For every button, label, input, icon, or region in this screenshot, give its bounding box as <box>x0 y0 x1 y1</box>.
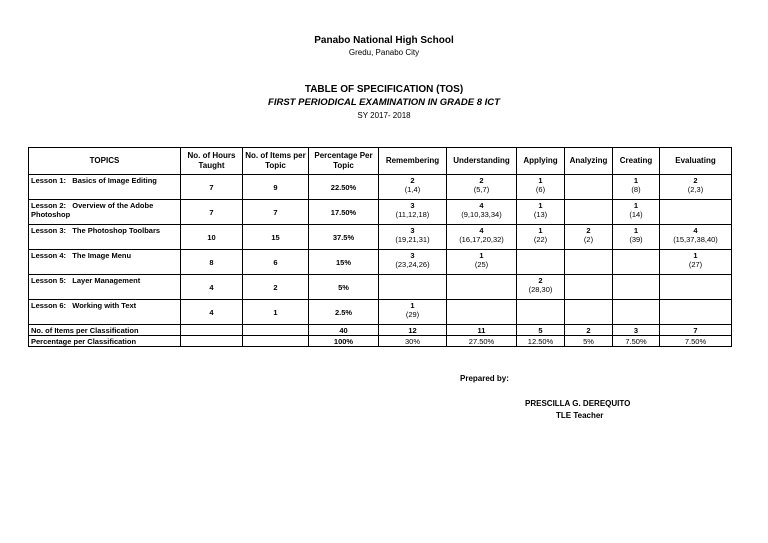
percent-cell: 22.50% <box>309 175 379 200</box>
table-row <box>29 275 732 300</box>
count: 3 <box>410 251 415 260</box>
count: 3 <box>410 226 415 235</box>
item-numbers: (5,7) <box>473 185 490 194</box>
items-cell: 6 <box>243 250 309 275</box>
items-cell: 1 <box>243 300 309 325</box>
topic-name: Layer Management <box>72 276 141 285</box>
evaluating-cell <box>660 175 732 200</box>
item-numbers: (29) <box>405 310 420 319</box>
topic-number: Lesson 2: <box>31 201 67 210</box>
percent-cell: 15% <box>309 250 379 275</box>
applying-percent: 12.50% <box>517 336 565 347</box>
item-numbers: (28,30) <box>528 285 553 294</box>
topic-number: Lesson 3: <box>31 226 67 235</box>
count: 1 <box>633 201 639 210</box>
evaluating-cell <box>660 250 732 275</box>
prepared-by-label: Prepared by: <box>460 374 509 383</box>
school-name: Panabo National High School <box>314 35 454 46</box>
topic-cell <box>29 250 181 275</box>
totals-label: Percentage per Classification <box>29 336 181 347</box>
evaluating-cell <box>660 275 732 300</box>
understanding-cell <box>447 200 517 225</box>
column-header: Remembering <box>379 148 447 175</box>
hours-cell: 7 <box>181 200 243 225</box>
count: 3 <box>410 201 415 210</box>
creating-cell <box>613 200 660 225</box>
column-header: Evaluating <box>660 148 732 175</box>
preparer-name: PRESCILLA G. DEREQUITO <box>525 399 631 408</box>
column-header: Analyzing <box>565 148 613 175</box>
remembering-cell <box>379 300 447 325</box>
count: 1 <box>538 201 543 210</box>
topic-name: Basics of Image Editing <box>72 176 157 185</box>
evaluating-cell <box>660 225 732 250</box>
column-header: Percentage Per Topic <box>309 148 379 175</box>
item-numbers: (9,10,33,34) <box>461 210 502 219</box>
document-title: TABLE OF SPECIFICATION (TOS) <box>304 84 464 95</box>
count: 2 <box>586 226 591 235</box>
table-row <box>29 175 732 200</box>
topic-number: Lesson 4: <box>31 251 67 260</box>
topic-cell <box>29 275 181 300</box>
count: 4 <box>479 226 484 235</box>
item-numbers: (14) <box>629 210 643 219</box>
item-numbers: (23,24,26) <box>395 260 430 269</box>
topic-cell <box>29 200 181 225</box>
table-header-row <box>29 148 732 175</box>
creating-percent: 7.50% <box>613 336 660 347</box>
tos-table <box>28 147 732 347</box>
analyzing-cell <box>565 200 613 225</box>
analyzing-cell <box>565 225 613 250</box>
column-header: Creating <box>613 148 660 175</box>
items-cell <box>243 336 309 347</box>
topic-number: Lesson 5: <box>31 276 67 285</box>
school-year: SY 2017- 2018 <box>357 111 411 120</box>
remembering-cell <box>379 275 447 300</box>
items-cell: 9 <box>243 175 309 200</box>
item-numbers: (13) <box>533 210 548 219</box>
analyzing-percent: 5% <box>565 336 613 347</box>
applying-cell <box>517 175 565 200</box>
items-cell: 2 <box>243 275 309 300</box>
totals-items-row <box>29 325 732 336</box>
school-address: Gredu, Panabo City <box>348 48 420 57</box>
hours-cell: 4 <box>181 300 243 325</box>
item-numbers: (39) <box>629 235 643 244</box>
percent-cell: 37.5% <box>309 225 379 250</box>
item-numbers: (19,21,31) <box>395 235 430 244</box>
remembering-percent: 30% <box>379 336 447 347</box>
item-numbers: (22) <box>533 235 548 244</box>
analyzing-cell <box>565 275 613 300</box>
items-cell: 7 <box>243 200 309 225</box>
items-cell: 15 <box>243 225 309 250</box>
count: 2 <box>538 276 543 285</box>
hours-cell: 7 <box>181 175 243 200</box>
hours-cell <box>181 325 243 336</box>
understanding-cell <box>447 175 517 200</box>
remembering-cell <box>379 175 447 200</box>
applying-total: 5 <box>517 325 565 336</box>
item-numbers: (15,37,38,40) <box>673 235 718 244</box>
applying-cell <box>517 200 565 225</box>
hours-cell: 8 <box>181 250 243 275</box>
count: 1 <box>479 251 484 260</box>
evaluating-cell <box>660 200 732 225</box>
count: 1 <box>633 176 639 185</box>
understanding-percent: 27.50% <box>447 336 517 347</box>
column-header: Applying <box>517 148 565 175</box>
hours-cell: 10 <box>181 225 243 250</box>
table-row <box>29 250 732 275</box>
percent-cell: 100% <box>309 336 379 347</box>
topic-cell <box>29 225 181 250</box>
percent-cell: 5% <box>309 275 379 300</box>
applying-cell <box>517 225 565 250</box>
column-header: No. of Items per Topic <box>243 148 309 175</box>
preparer-role: TLE Teacher <box>556 411 604 420</box>
understanding-cell <box>447 300 517 325</box>
count: 2 <box>693 176 698 185</box>
count: 2 <box>410 176 415 185</box>
understanding-cell <box>447 275 517 300</box>
count: 4 <box>693 226 698 235</box>
analyzing-total: 2 <box>565 325 613 336</box>
remembering-cell <box>379 250 447 275</box>
column-header: TOPICS <box>29 148 181 175</box>
creating-cell <box>613 300 660 325</box>
item-numbers: (11,12,18) <box>395 210 430 219</box>
percent-cell: 17.50% <box>309 200 379 225</box>
count: 1 <box>538 176 543 185</box>
topic-number: Lesson 1: <box>31 176 67 185</box>
hours-cell: 4 <box>181 275 243 300</box>
analyzing-cell <box>565 300 613 325</box>
topic-name: Working with Text <box>72 301 137 310</box>
analyzing-cell <box>565 250 613 275</box>
remembering-cell <box>379 200 447 225</box>
percent-cell: 2.5% <box>309 300 379 325</box>
item-numbers: (8) <box>631 185 641 194</box>
item-numbers: (27) <box>688 260 703 269</box>
remembering-cell <box>379 225 447 250</box>
evaluating-total: 7 <box>660 325 732 336</box>
topic-cell <box>29 300 181 325</box>
topic-name: Overview of the Adobe Photoshop <box>31 201 154 219</box>
creating-cell <box>613 225 660 250</box>
item-numbers: (2) <box>583 235 594 244</box>
column-header: No. of Hours Taught <box>181 148 243 175</box>
evaluating-percent: 7.50% <box>660 336 732 347</box>
items-cell <box>243 325 309 336</box>
applying-cell <box>517 250 565 275</box>
topic-name: The Image Menu <box>72 251 132 260</box>
understanding-total: 11 <box>447 325 517 336</box>
topic-name: The Photoshop Toolbars <box>72 226 161 235</box>
understanding-cell <box>447 225 517 250</box>
document-subtitle: FIRST PERIODICAL EXAMINATION IN GRADE 8 ICT <box>268 97 500 108</box>
count: 1 <box>410 301 415 310</box>
remembering-total: 12 <box>379 325 447 336</box>
item-numbers: (1,4) <box>404 185 421 194</box>
count: 4 <box>479 201 484 210</box>
table-row <box>29 225 732 250</box>
count: 1 <box>633 226 639 235</box>
count: 2 <box>479 176 484 185</box>
applying-cell <box>517 275 565 300</box>
column-header: Understanding <box>447 148 517 175</box>
creating-cell <box>613 275 660 300</box>
item-numbers: (6) <box>535 185 546 194</box>
creating-total: 3 <box>613 325 660 336</box>
totals-label: No. of Items per Classification <box>29 325 181 336</box>
applying-cell <box>517 300 565 325</box>
creating-cell <box>613 175 660 200</box>
count: 1 <box>538 226 543 235</box>
item-numbers: (2,3) <box>687 185 704 194</box>
percent-cell: 40 <box>309 325 379 336</box>
item-numbers: (25) <box>474 260 489 269</box>
topic-cell <box>29 175 181 200</box>
understanding-cell <box>447 250 517 275</box>
hours-cell <box>181 336 243 347</box>
creating-cell <box>613 250 660 275</box>
count: 1 <box>693 251 698 260</box>
totals-percent-row <box>29 336 732 347</box>
item-numbers: (16,17,20,32) <box>459 235 504 244</box>
evaluating-cell <box>660 300 732 325</box>
topic-number: Lesson 6: <box>31 301 67 310</box>
table-row <box>29 300 732 325</box>
analyzing-cell <box>565 175 613 200</box>
table-row <box>29 200 732 225</box>
